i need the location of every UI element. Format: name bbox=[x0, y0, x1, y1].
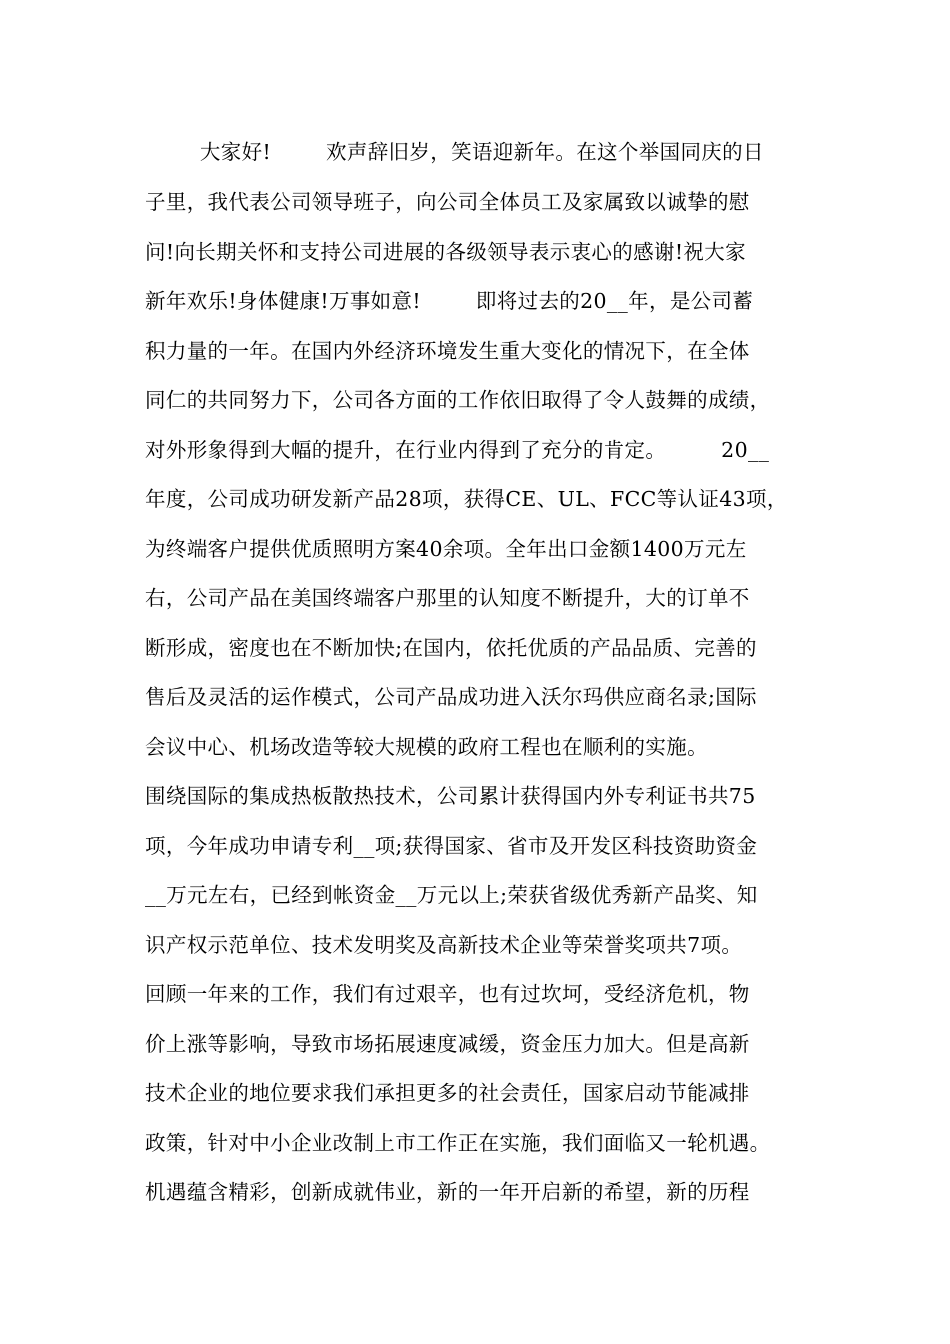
text-line: 同仁的共同努力下，公司各方面的工作依旧取得了令人鼓舞的成绩， bbox=[145, 388, 771, 412]
text-line: 子里，我代表公司领导班子，向公司全体员工及家属致以诚挚的慰 bbox=[145, 190, 750, 214]
text-line: 为终端客户提供优质照明方案40余项。全年出口金额1400万元左 bbox=[145, 537, 747, 561]
text-line: 售后及灵活的运作模式，公司产品成功进入沃尔玛供应商名录;国际 bbox=[145, 685, 757, 709]
text-line: __万元左右，已经到帐资金__万元以上;荣获省级优秀新产品奖、知 bbox=[145, 883, 758, 907]
text-line: 围绕国际的集成热板散热技术，公司累计获得国内外专利证书共75 bbox=[145, 784, 756, 808]
text-line: 技术企业的地位要求我们承担更多的社会责任，国家启动节能减排 bbox=[145, 1081, 750, 1105]
text-line: 断形成，密度也在不断加快;在国内，依托优质的产品品质、完善的 bbox=[145, 636, 757, 660]
text-line: 新年欢乐!身体健康!万事如意! 即将过去的20__年，是公司蓄 bbox=[145, 289, 754, 313]
text-line: 会议中心、机场改造等较大规模的政府工程也在顺利的实施。 bbox=[145, 735, 708, 759]
text-line: 项，今年成功申请专利__项;获得国家、省市及开发区科技资助资金 bbox=[145, 834, 758, 858]
text-line: 积力量的一年。在国内外经济环境发生重大变化的情况下，在全体 bbox=[145, 339, 750, 363]
text-line: 政策，针对中小企业改制上市工作正在实施，我们面临又一轮机遇。 bbox=[145, 1131, 771, 1155]
text-line: 识产权示范单位、技术发明奖及高新技术企业等荣誉奖项共7项。 bbox=[145, 933, 743, 957]
text-line: 价上涨等影响，导致市场拓展速度减缓，资金压力加大。但是高新 bbox=[145, 1032, 750, 1056]
text-line: 对外形象得到大幅的提升，在行业内得到了充分的肯定。 20__ bbox=[145, 438, 770, 462]
text-line: 大家好! 欢声辞旧岁，笑语迎新年。在这个举国同庆的日 bbox=[145, 140, 764, 164]
text-line: 问!向长期关怀和支持公司进展的各级领导表示衷心的感谢!祝大家 bbox=[145, 240, 746, 264]
text-line: 右，公司产品在美国终端客户那里的认知度不断提升，大的订单不 bbox=[145, 586, 750, 610]
text-line: 回顾一年来的工作，我们有过艰辛，也有过坎坷，受经济危机，物 bbox=[145, 982, 750, 1006]
text-line: 机遇蕴含精彩，创新成就伟业，新的一年开启新的希望，新的历程 bbox=[145, 1180, 750, 1204]
text-line: 年度，公司成功研发新产品28项，获得CE、UL、FCC等认证43项， bbox=[145, 487, 788, 511]
